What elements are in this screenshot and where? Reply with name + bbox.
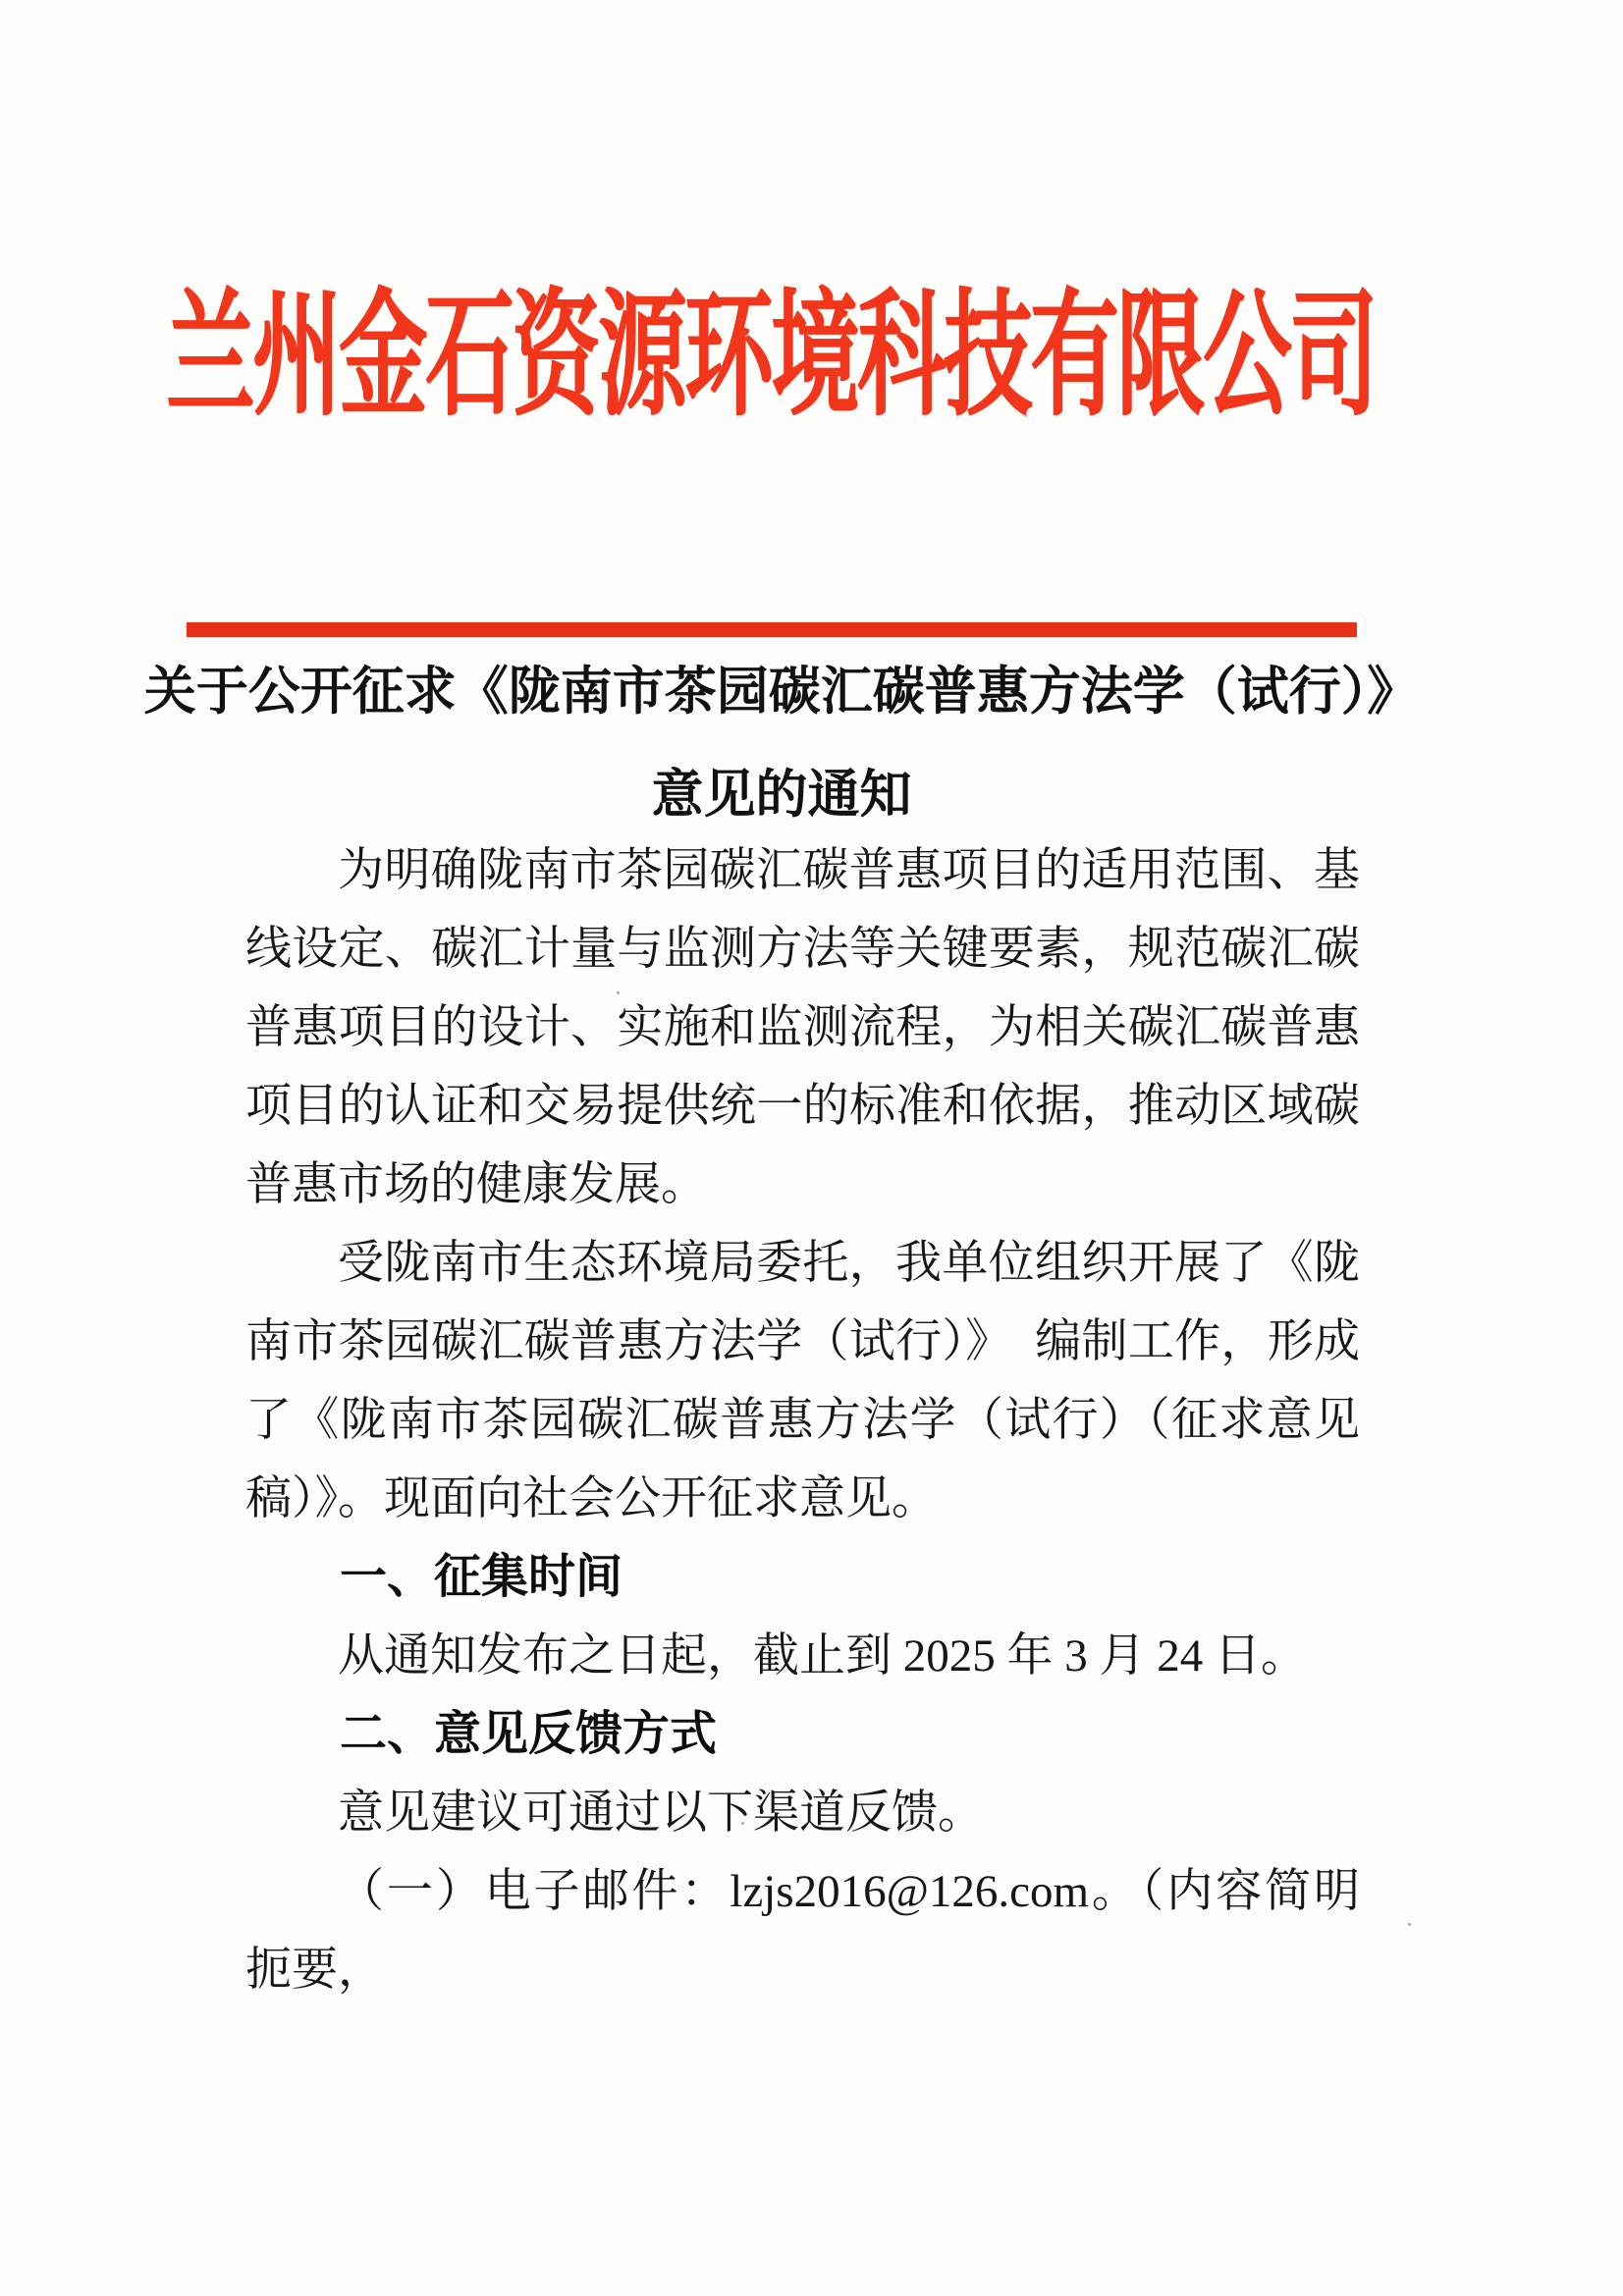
paragraph-purpose: 为明确陇南市茶园碳汇碳普惠项目的适用范围、基线设定、碳汇计量与监测方法等关键要素，规范碳汇碳普惠项目的设计、实施和监测流程，为相关碳汇碳普惠项目的认证和交易提供统一的标准和依据，推动区域碳普惠市场的健康发展。 xyxy=(245,845,1360,1210)
paragraph-deadline: 从通知发布之日起，截止到 2025 年 3 月 24 日。 xyxy=(338,1630,1307,1682)
paragraph-email-contact: （一）电子邮件：lzjs2016@126.com。（内容简明扼要， xyxy=(245,1866,1360,1996)
document-body xyxy=(245,831,1360,2009)
letterhead xyxy=(152,280,1389,437)
section-heading-feedback-method: 二、意见反馈方式 xyxy=(340,1708,718,1760)
document-title-line1: 关于公开征求《陇南市茶园碳汇碳普惠方法学（试行）》 xyxy=(143,664,1420,721)
letterhead-divider xyxy=(187,622,1357,637)
paragraph-background: 受陇南市生态环境局委托，我单位组织开展了《陇南市茶园碳汇碳普惠方法学（试行）》 编制工作，形成了《陇南市茶园碳汇碳普惠方法学（试行）（征求意见稿）》。现面向社会公开征求意见。 xyxy=(245,1238,1360,1524)
paragraph-feedback-channels: 意见建议可通过以下渠道反馈。 xyxy=(338,1788,984,1839)
company-name: 兰州金石资源环境科技有限公司 xyxy=(166,282,1376,433)
section-heading-collection-period: 一、征集时间 xyxy=(340,1551,623,1603)
document-title-line2: 意见的通知 xyxy=(651,767,912,824)
document-title xyxy=(0,641,1563,847)
